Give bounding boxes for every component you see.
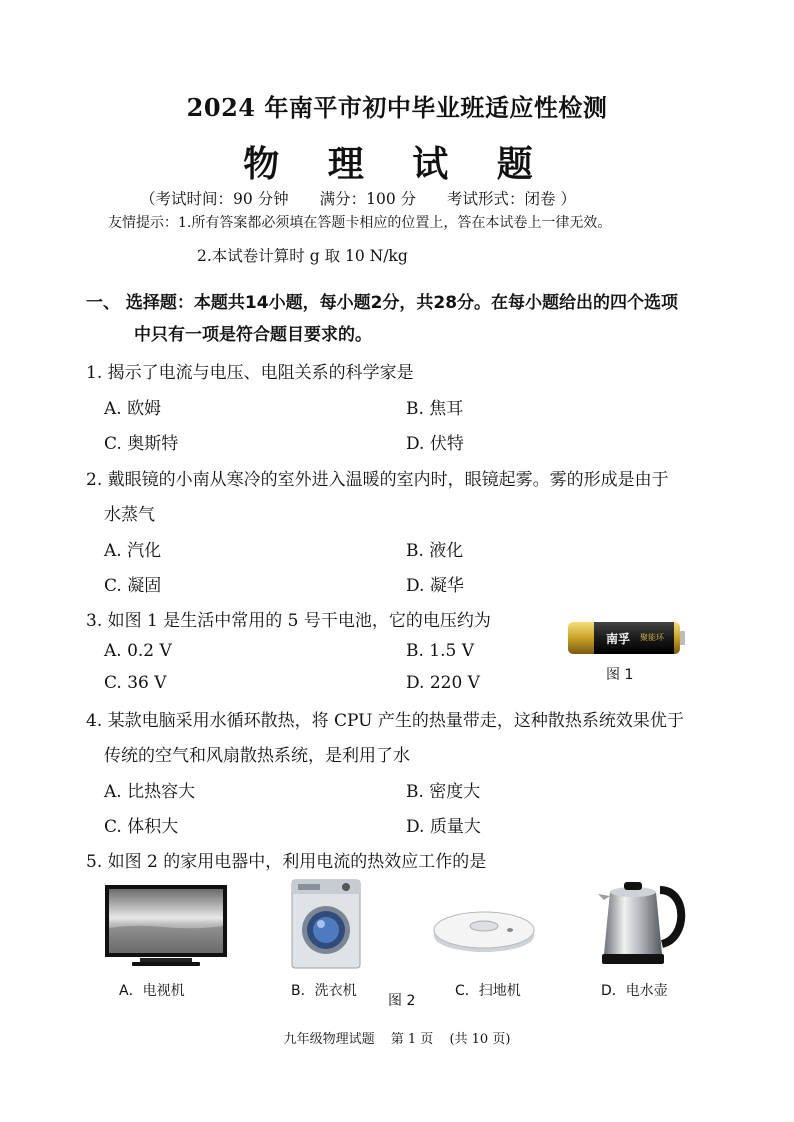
page-footer (0, 1028, 794, 1047)
option-b-washer-caption: B．洗衣机 (291, 983, 357, 999)
footer-page: 第 1 页 (390, 1032, 434, 1047)
q4-option-b: B. 密度大 (406, 782, 481, 802)
q1-option-b: B. 焦耳 (406, 399, 464, 419)
question-1-stem: 1. 揭示了电流与电压、电阻关系的科学家是 (86, 363, 414, 383)
battery-series: 聚能环 (640, 633, 664, 642)
q3-option-d: D. 220 V (406, 673, 480, 693)
option-c-vacuum-caption: C．扫地机 (455, 983, 521, 999)
q2-option-b: B. 液化 (406, 541, 464, 561)
footer-name: 九年级物理试题 (283, 1032, 375, 1047)
q3-option-c: C. 36 V (104, 673, 167, 693)
tip-line-2: 2.本试卷计算时 g 取 10 N/kg (197, 247, 408, 265)
option-d-kettle-caption: D．电水壶 (601, 983, 668, 999)
battery-image (566, 616, 686, 660)
section-heading: 一、 选择题：本题共14小题，每小题2分，共28分。在每小题给出的四个选项 (86, 293, 679, 313)
question-2-stem-cont: 水蒸气 (104, 505, 155, 525)
exam-info (140, 187, 602, 209)
section-heading-cont: 中只有一项是符合题目要求的。 (134, 325, 372, 345)
q2-option-c: C. 凝固 (104, 576, 162, 596)
q1-option-c: C. 奥斯特 (104, 434, 179, 454)
tip-line-1: 友情提示：1.所有答案都必须填在答题卡相应的位置上，答在本试卷上一律无效。 (108, 215, 612, 231)
figure-2-caption: 图 2 (388, 993, 416, 1009)
option-a-tv-caption: A．电视机 (119, 983, 185, 999)
q3-option-b: B. 1.5 V (406, 641, 475, 661)
question-4-stem: 4. 某款电脑采用水循环散热，将 CPU 产生的热量带走，这种散热系统效果优于 (86, 711, 684, 731)
exam-score: 满分：100 分 (319, 190, 417, 208)
figure-1-caption: 图 1 (606, 667, 634, 683)
exam-time: （考试时间：90 分钟 (140, 190, 289, 208)
q2-option-d: D. 凝华 (406, 576, 464, 596)
subject-title: 物 理 试 题 (243, 143, 551, 185)
q4-option-c: C. 体积大 (104, 817, 179, 837)
exam-title: 2024 年南平市初中毕业班适应性检测 (186, 93, 608, 122)
question-2-stem: 2. 戴眼镜的小南从寒冷的室外进入温暖的室内时，眼镜起雾。雾的形成是由于 (86, 470, 669, 490)
tv-image (104, 884, 228, 970)
washing-machine-image (290, 878, 362, 970)
battery-brand: 南孚 (606, 632, 631, 646)
question-5-stem: 5. 如图 2 的家用电器中，利用电流的热效应工作的是 (86, 852, 487, 872)
q4-option-a: A. 比热容大 (104, 782, 196, 802)
q3-option-a: A. 0.2 V (104, 641, 172, 661)
question-4-stem-cont: 传统的空气和风扇散热系统，是利用了水 (104, 746, 410, 766)
electric-kettle-image (596, 876, 688, 970)
robot-vacuum-image (432, 900, 536, 956)
footer-total: (共 10 页) (449, 1032, 511, 1047)
q4-option-d: D. 质量大 (406, 817, 481, 837)
question-3-stem: 3. 如图 1 是生活中常用的 5 号干电池，它的电压约为 (86, 611, 491, 631)
q1-option-a: A. 欧姆 (104, 399, 162, 419)
q1-option-d: D. 伏特 (406, 434, 464, 454)
q2-option-a: A. 汽化 (104, 541, 162, 561)
exam-form: 考试形式：闭卷 ） (447, 190, 576, 208)
